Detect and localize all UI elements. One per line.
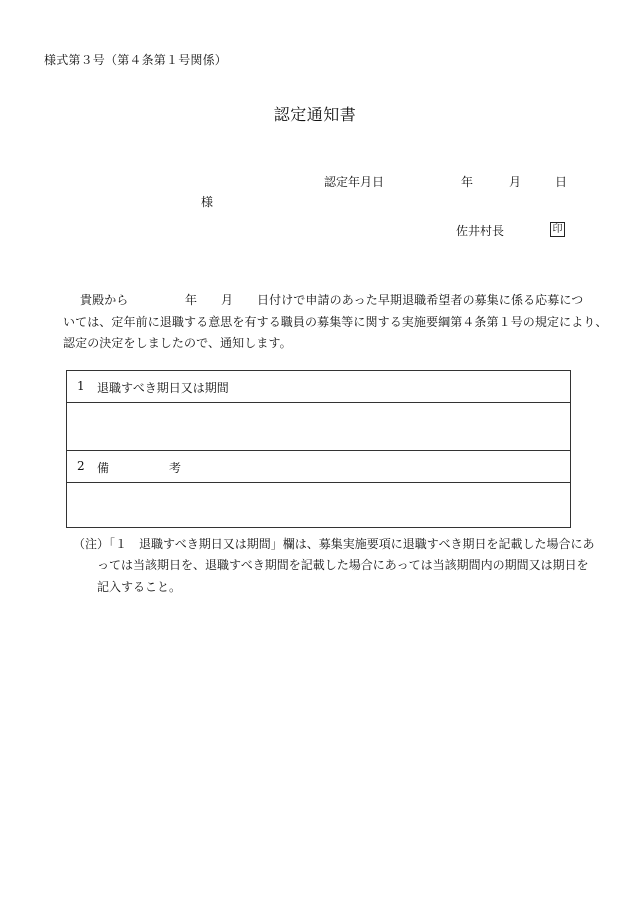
- note-line-3: 記入すること。: [97, 580, 182, 594]
- table-row-retirement-value: [67, 403, 570, 451]
- date-month-label: 月: [509, 175, 522, 189]
- document-title: 認定通知書: [273, 105, 357, 124]
- date-year-label: 年: [461, 175, 474, 189]
- note-line-2: っては当該期日を、退職すべき期間を記載した場合にあっては当該期間内の期間又は期日を: [97, 558, 589, 572]
- body-line-1-rest: 日付けで申請のあった早期退職希望者の募集に係る応募につ: [257, 293, 584, 307]
- remarks-label-part-1: 備: [97, 461, 110, 475]
- table-row-remarks-label: [67, 451, 570, 483]
- seal-stamp: 印: [550, 222, 565, 237]
- body-line-3: 認定の決定をしましたので、通知します。: [63, 336, 292, 350]
- body-line-1-year: 年: [185, 293, 198, 307]
- note-line-1: （注）「１ 退職すべき期日又は期間」欄は、募集実施要項に退職すべき期日を記載した場合にあ: [73, 537, 595, 551]
- body-line-2: いては、定年前に退職する意思を有する職員の募集等に関する実施要綱第４条第１号の規定により、: [63, 315, 608, 329]
- issuer-name: 佐井村長: [456, 224, 505, 238]
- row-number: 1: [77, 379, 85, 393]
- table-row-remarks-value: [67, 483, 570, 528]
- row-number: 2: [77, 459, 85, 473]
- date-day-label: 日: [555, 175, 568, 189]
- details-table: [66, 370, 571, 528]
- body-line-1-month: 月: [221, 293, 234, 307]
- form-number: 様式第３号（第４条第１号関係）: [44, 53, 228, 67]
- certification-date-label: 認定年月日: [324, 175, 385, 189]
- body-line-1-start: 貴殿から: [80, 293, 129, 307]
- table-row-retirement-label: [67, 371, 570, 403]
- addressee-honorific: 様: [201, 195, 214, 209]
- remarks-label-part-2: 考: [169, 461, 182, 475]
- retirement-date-label: 退職すべき期日又は期間: [97, 381, 229, 395]
